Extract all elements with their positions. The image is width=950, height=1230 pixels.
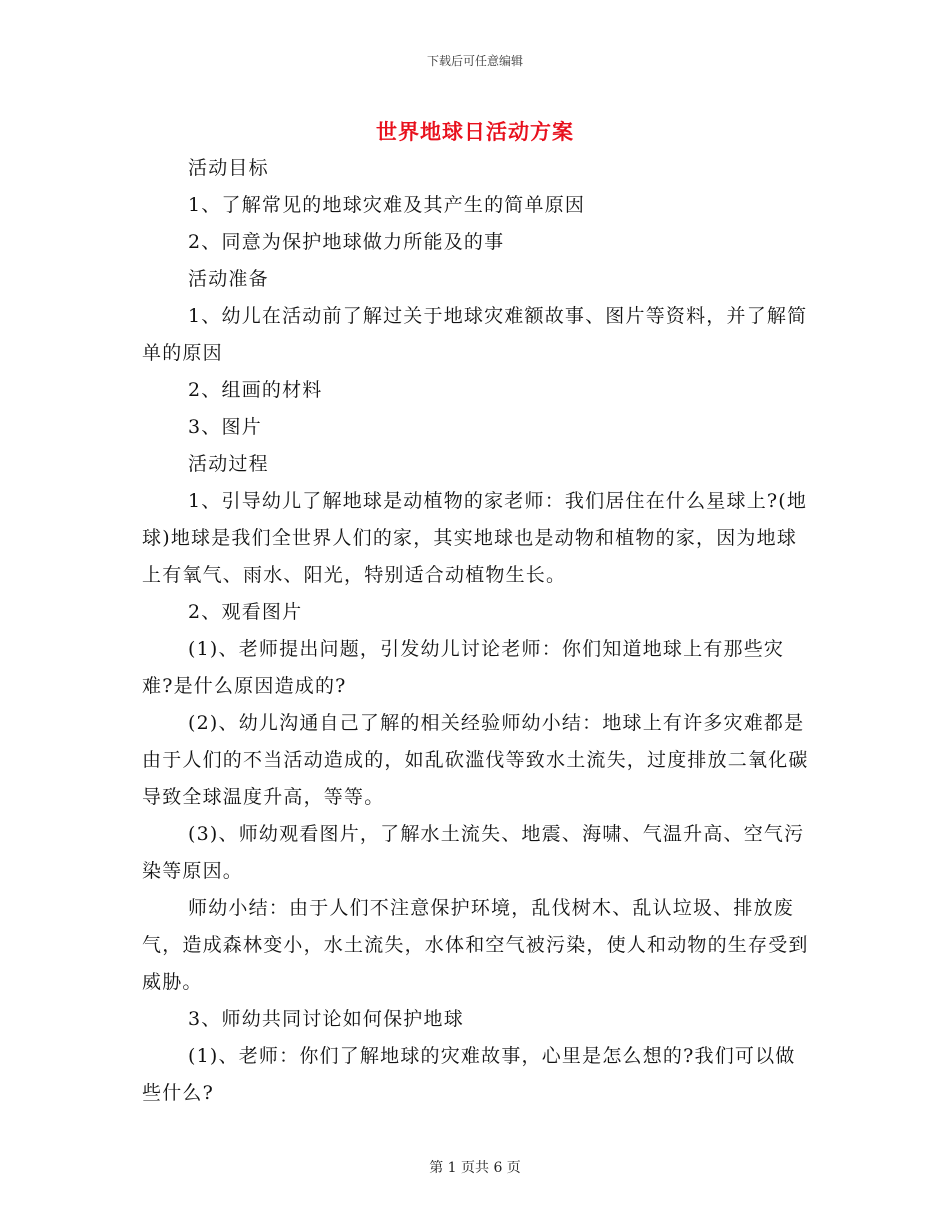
section-heading-goals: 活动目标 (188, 157, 269, 179)
prep-item-1: 1、幼儿在活动前了解过关于地球灾难额故事、图片等资料，并了解简单的原因 (142, 305, 808, 364)
prep-item-3: 3、图片 (188, 416, 262, 438)
document-body (142, 150, 814, 1112)
summary-paragraph: 师幼小结：由于人们不注意保护环境，乱伐树木、乱认垃圾、排放废气，造成森林变小，水土流失，水体和空气被污染，使人和动物的生存受到威胁。 (142, 897, 809, 993)
process-step-3: 3、师幼共同讨论如何保护地球 (188, 1008, 464, 1030)
prep-item-2: 2、组画的材料 (188, 379, 323, 401)
page-number: 第 1 页共 6 页 (429, 1160, 521, 1176)
document-title: 世界地球日活动方案 (376, 119, 574, 144)
section-heading-preparation: 活动准备 (188, 268, 269, 290)
process-substep-3: (3)、师幼观看图片，了解水土流失、地震、海啸、气温升高、空气污染等原因。 (142, 823, 805, 882)
process-substep-1: (1)、老师提出问题，引发幼儿讨论老师：你们知道地球上有那些灾难?是什么原因造成的? (142, 638, 785, 697)
goal-item-2: 2、同意为保护地球做力所能及的事 (188, 231, 505, 253)
process-substep-2: (2)、幼儿沟通自己了解的相关经验师幼小结：地球上有许多灾难都是由于人们的不当活动造成的，如乱砍滥伐等致水土流失，过度排放二氧化碳导致全球温度升高，等等。 (142, 712, 809, 808)
page-header-note: 下载后可任意编辑 (426, 54, 523, 68)
discussion-substep-1: (1)、老师：你们了解地球的灾难故事，心里是怎么想的?我们可以做些什么? (142, 1045, 796, 1104)
process-step-2: 2、观看图片 (188, 601, 303, 623)
goal-item-1: 1、了解常见的地球灾难及其产生的简单原因 (188, 194, 586, 216)
section-heading-process: 活动过程 (188, 453, 269, 475)
process-step-1: 1、引导幼儿了解地球是动植物的家老师：我们居住在什么星球上?(地球)地球是我们全世界人们的家，其实地球也是动物和植物的家，因为地球上有氧气、雨水、阳光，特别适合动植物生长。 (142, 490, 808, 586)
